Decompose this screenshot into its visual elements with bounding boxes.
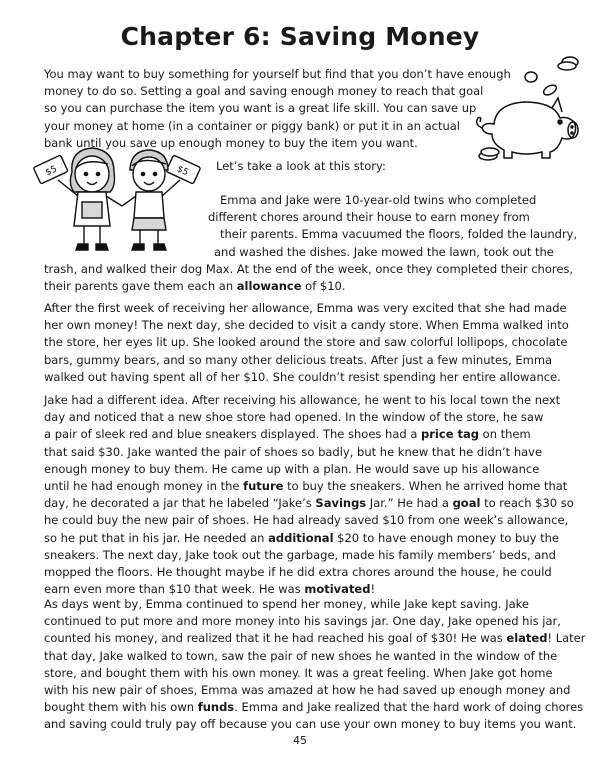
money-bill-icon <box>33 155 68 184</box>
coin-icon <box>558 62 576 70</box>
keyword-allowance: allowance <box>236 279 302 294</box>
paragraph-jake: Jake had a different idea. After receiving his allowance, he went to his local town the next day and noticed that a new shoe store had opened. In the window of the store, he saw a pair of sleek red and blue sneakers displayed. The shoes had a price tag on them that said $30. Jake wanted the pair of shoes so badly, but he knew that he didn’t have enough money to buy them. He came up with a plan. He would save up his allowance until he had enough money in the future to buy the sneakers. When he arrived home that day, he decorated a jar that he labeled “Jake’s Savings Jar.” He had a goal to reach $30 so he could buy the new pair of shoes. He had already saved $10 from one week’s allowance, so he put that in his jar. He needed an additional $20 to have enough money to buy the sneakers. The next day, Jake took out the garbage, made his family members’ beds, and mopped the floors. He thought maybe if he did extra chores around the house, he could earn even more than $10 that week. He was motivated! <box>44 393 574 597</box>
page-title: Chapter 6: Saving Money <box>120 22 480 51</box>
keyword-additional: additional <box>268 530 334 545</box>
money-bill-icon <box>166 155 201 184</box>
coin-icon <box>525 72 537 82</box>
story-intro: Let’s take a look at this story: <box>216 159 386 173</box>
svg-text:$5: $5 <box>175 164 190 179</box>
keyword-price-tag: price tag <box>421 427 479 442</box>
svg-text:$5: $5 <box>44 164 59 179</box>
keyword-future: future <box>243 479 284 494</box>
keyword-goal: goal <box>452 496 481 511</box>
page-number: 45 <box>293 734 307 747</box>
coin-icon <box>542 83 558 97</box>
intro-paragraph: You may want to buy something for yourself but find that you don’t have enough money to do so. Setting a goal and saving enough money to reach that goal so you can purchase the item you want is a great life skill. You can save up your money at home (in a container or piggy bank) or put it in an actual bank until you save up enough money to buy the item you want. <box>44 67 511 150</box>
paragraph-emma: After the first week of receiving her allowance, Emma was very excited that she had made her own money! The next day, she decided to visit a candy store. When Emma walked into the store, her eyes lit up. She looked around the store and saw colorful lollipops, chocolate bars, gummy bears, and so many other delicious treats. After just a few minutes, Emma walked out having spent all of her $10. She couldn’t resist spending her entire allowance. <box>44 301 569 384</box>
paragraph-chores: Emma and Jake were 10-year-old twins who completed different chores around their house to earn money from their parents. Emma vacuumed the floors, folded the laundry, and washed the dishes. Jake mowed the lawn, took out the trash, and walked their dog Max. At the end of the week, once they completed their chores, their parents gave them each an allowance of $10. <box>44 193 578 294</box>
keyword-elated: elated <box>506 631 548 646</box>
keyword-funds: funds <box>197 700 235 715</box>
paragraph-ending: As days went by, Emma continued to spend her money, while Jake kept saving. Jake continued to put more and more money into his savings jar. One day, Jake opened his jar, counted his money, and realized that it he had reached his goal of $30! He was elated! Later that day, Jake walked to town, saw the pair of new shoes he wanted in the window of the store, and bought them with his own money. It was a great feeling. When Jake got home with his new pair of shoes, Emma was amazed at how he had saved up enough money and bought them with his own funds. Emma and Jake realized that the hard work of doing chores and saving could truly pay off because you can use your own money to buy items you want. <box>44 597 586 732</box>
keyword-savings: Savings <box>315 496 367 511</box>
keyword-motivated: motivated <box>304 582 371 597</box>
